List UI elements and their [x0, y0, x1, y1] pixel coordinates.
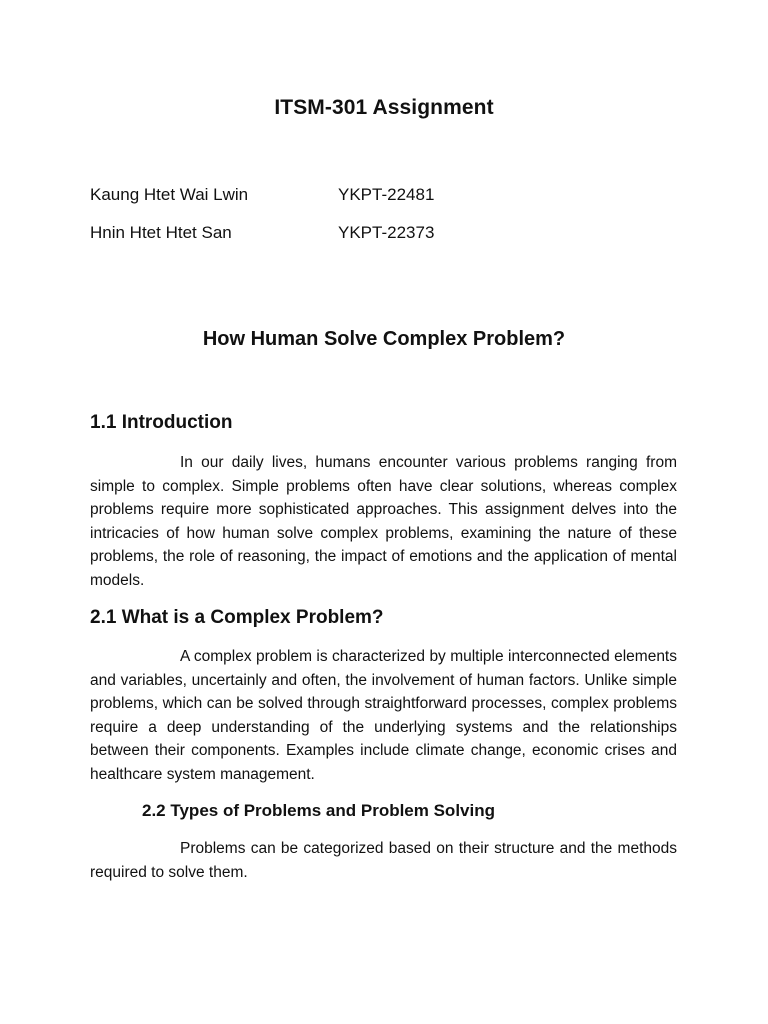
author-row [90, 183, 590, 207]
subsection-heading-types-of-problems: 2.2 Types of Problems and Problem Solving [142, 801, 495, 820]
paragraph-introduction: In our daily lives, humans encounter various problems ranging from simple to complex. Simple problems often have clear solutions, whereas complex problems require more sophisticated approaches. This assignment delves into the intricacies of how human solve complex problems, examining the nature of these problems, the role of reasoning, the impact of emotions and the application of mental models. [90, 454, 677, 589]
author-id: YKPT-22373 [338, 223, 435, 242]
author-name: Hnin Htet Htet San [90, 223, 232, 242]
section-heading-complex-problem: 2.1 What is a Complex Problem? [90, 607, 384, 628]
main-heading: How Human Solve Complex Problem? [202, 328, 566, 350]
section-heading-introduction: 1.1 Introduction [90, 412, 233, 433]
author-id: YKPT-22481 [338, 185, 435, 204]
document-title: ITSM-301 Assignment [274, 96, 494, 119]
paragraph-types-of-problems: Problems can be categorized based on their structure and the methods required to solve them. [90, 840, 677, 881]
author-row [90, 221, 590, 245]
author-name: Kaung Htet Wai Lwin [90, 185, 249, 204]
paragraph-complex-problem: A complex problem is characterized by multiple interconnected elements and variables, uncertainly and often, the involvement of human factors. Unlike simple problems, which can be solved through straightforward processes, complex problems require a deep understanding of the underlying systems and the relationships between their components. Examples include climate change, economic crises and healthcare system management. [90, 648, 677, 783]
